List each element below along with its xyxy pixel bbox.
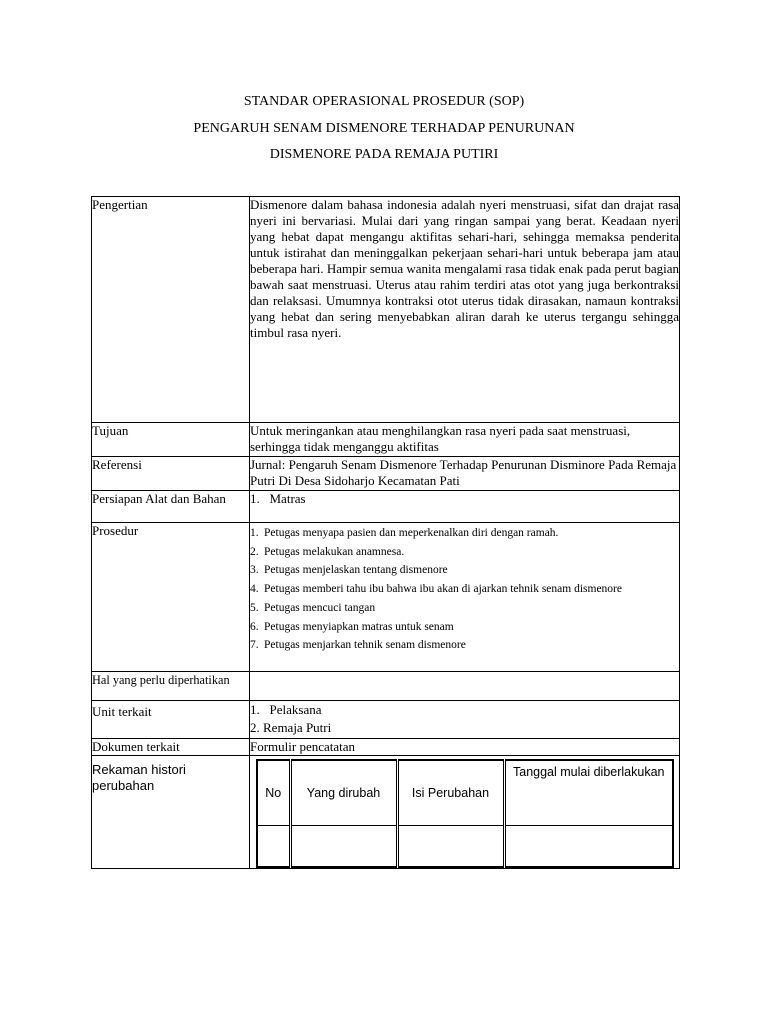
cell-empty (397, 826, 504, 868)
cell-empty (257, 826, 290, 868)
row-hal-perhatian (92, 672, 680, 701)
list-item: 1. Petugas menyapa pasien dan meperkenalkan diri dengan ramah. (250, 527, 559, 539)
row-pengertian (92, 197, 680, 423)
label-tujuan: Tujuan (92, 423, 250, 457)
unit-item: 1. Pelaksana (250, 702, 322, 717)
sop-subtitle-line2: DISMENORE PADA REMAJA PUTIRI (269, 147, 499, 162)
row-dokumen-terkait (92, 739, 680, 756)
label-unit-terkait: Unit terkait (92, 701, 250, 739)
unit-item: 2. Remaja Putri (250, 720, 332, 735)
value-tujuan: Untuk meringankan atau menghilangkan rasa nyeri pada saat menstruasi, serhingga tidak menganggu aktifitas (250, 423, 680, 457)
persiapan-item-text: Matras (269, 491, 306, 506)
row-tujuan (92, 423, 680, 457)
list-item: 3. Petugas menjelaskan tentang dismenore (250, 564, 448, 577)
label-referensi: Referensi (92, 457, 250, 491)
label-hal-perhatian: Hal yang perlu diperhatikan (92, 672, 250, 701)
cell-empty (290, 826, 397, 868)
label-pengertian: Pengertian (92, 197, 250, 423)
label-rekaman-histori: Rekaman histori perubahan (92, 756, 250, 869)
value-referensi: Jurnal: Pengaruh Senam Dismenore Terhadap Penurunan Disminore Pada Remaja Putri Di Desa Sidoharjo Kecamatan Pati (250, 457, 680, 491)
sop-table (91, 196, 680, 869)
list-item: 2. Petugas melakukan anamnesa. (250, 545, 405, 558)
value-rekaman-histori (250, 756, 680, 869)
value-hal-perhatian (250, 672, 680, 701)
value-persiapan (250, 491, 680, 523)
table-row (257, 760, 673, 826)
header-tanggal: Tanggal mulai diberlakukan (504, 760, 673, 826)
value-pengertian: Dismenore dalam bahasa indonesia adalah nyeri menstruasi, sifat dan drajat rasa nyeri ini bervariasi. Mulai dari yang ringan sampai yang berat. Keadaan nyeri yang hebat dapat mengangu aktifitas sehari-hari, sehingga memaksa penderita untuk istirahat dan meninggalkan pekerjaan sehari-hari untuk beberapa jam atau beberapa hari. Hampir semua wanita mengalami rasa tidak enak pada perut bagian bawah saat menstruasi. Uterus atau rahim terdiri atas otot yang juga berkontraksi dan relaksasi. Umumnya kontraksi otot uterus tidak dirasakan, namaun kontraksi yang hebat dan sering menyebabkan aliran darah ke uterus tergangu sehingga timbul rasa nyeri. (250, 197, 680, 423)
sop-title: STANDAR OPERASIONAL PROSEDUR (SOP) (243, 94, 525, 109)
label-dokumen-terkait: Dokumen terkait (92, 739, 250, 756)
header-no: No (257, 760, 290, 826)
label-prosedur: Prosedur (92, 523, 250, 672)
row-referensi (92, 457, 680, 491)
sop-subtitle-line1: PENGARUH SENAM DISMENORE TERHADAP PENURUNAN (193, 121, 575, 136)
cell-empty (504, 826, 673, 868)
list-item: 7. Petugas menjarkan tehnik senam dismenore (250, 639, 466, 652)
prosedur-steps (250, 524, 679, 655)
history-table (256, 759, 674, 868)
list-item: 5. Petugas mencuci tangan (250, 601, 376, 614)
header-isi-perubahan: Isi Perubahan (397, 760, 504, 826)
header-yang-dirubah: Yang dirubah (290, 760, 397, 826)
row-unit-terkait (92, 701, 680, 739)
list-item: 6. Petugas menyiapkan matras untuk senam (250, 620, 454, 633)
list-item: 4. Petugas memberi tahu ibu bahwa ibu akan di ajarkan tehnik senam dismenore (250, 583, 622, 596)
row-persiapan (92, 491, 680, 523)
value-prosedur (250, 523, 680, 672)
value-dokumen-terkait: Formulir pencatatan (250, 739, 680, 756)
persiapan-item-number: 1. (250, 491, 260, 506)
value-unit-terkait (250, 701, 680, 739)
row-rekaman-histori (92, 756, 680, 869)
label-persiapan: Persiapan Alat dan Bahan (92, 491, 250, 523)
row-prosedur (92, 523, 680, 672)
table-row (257, 826, 673, 868)
